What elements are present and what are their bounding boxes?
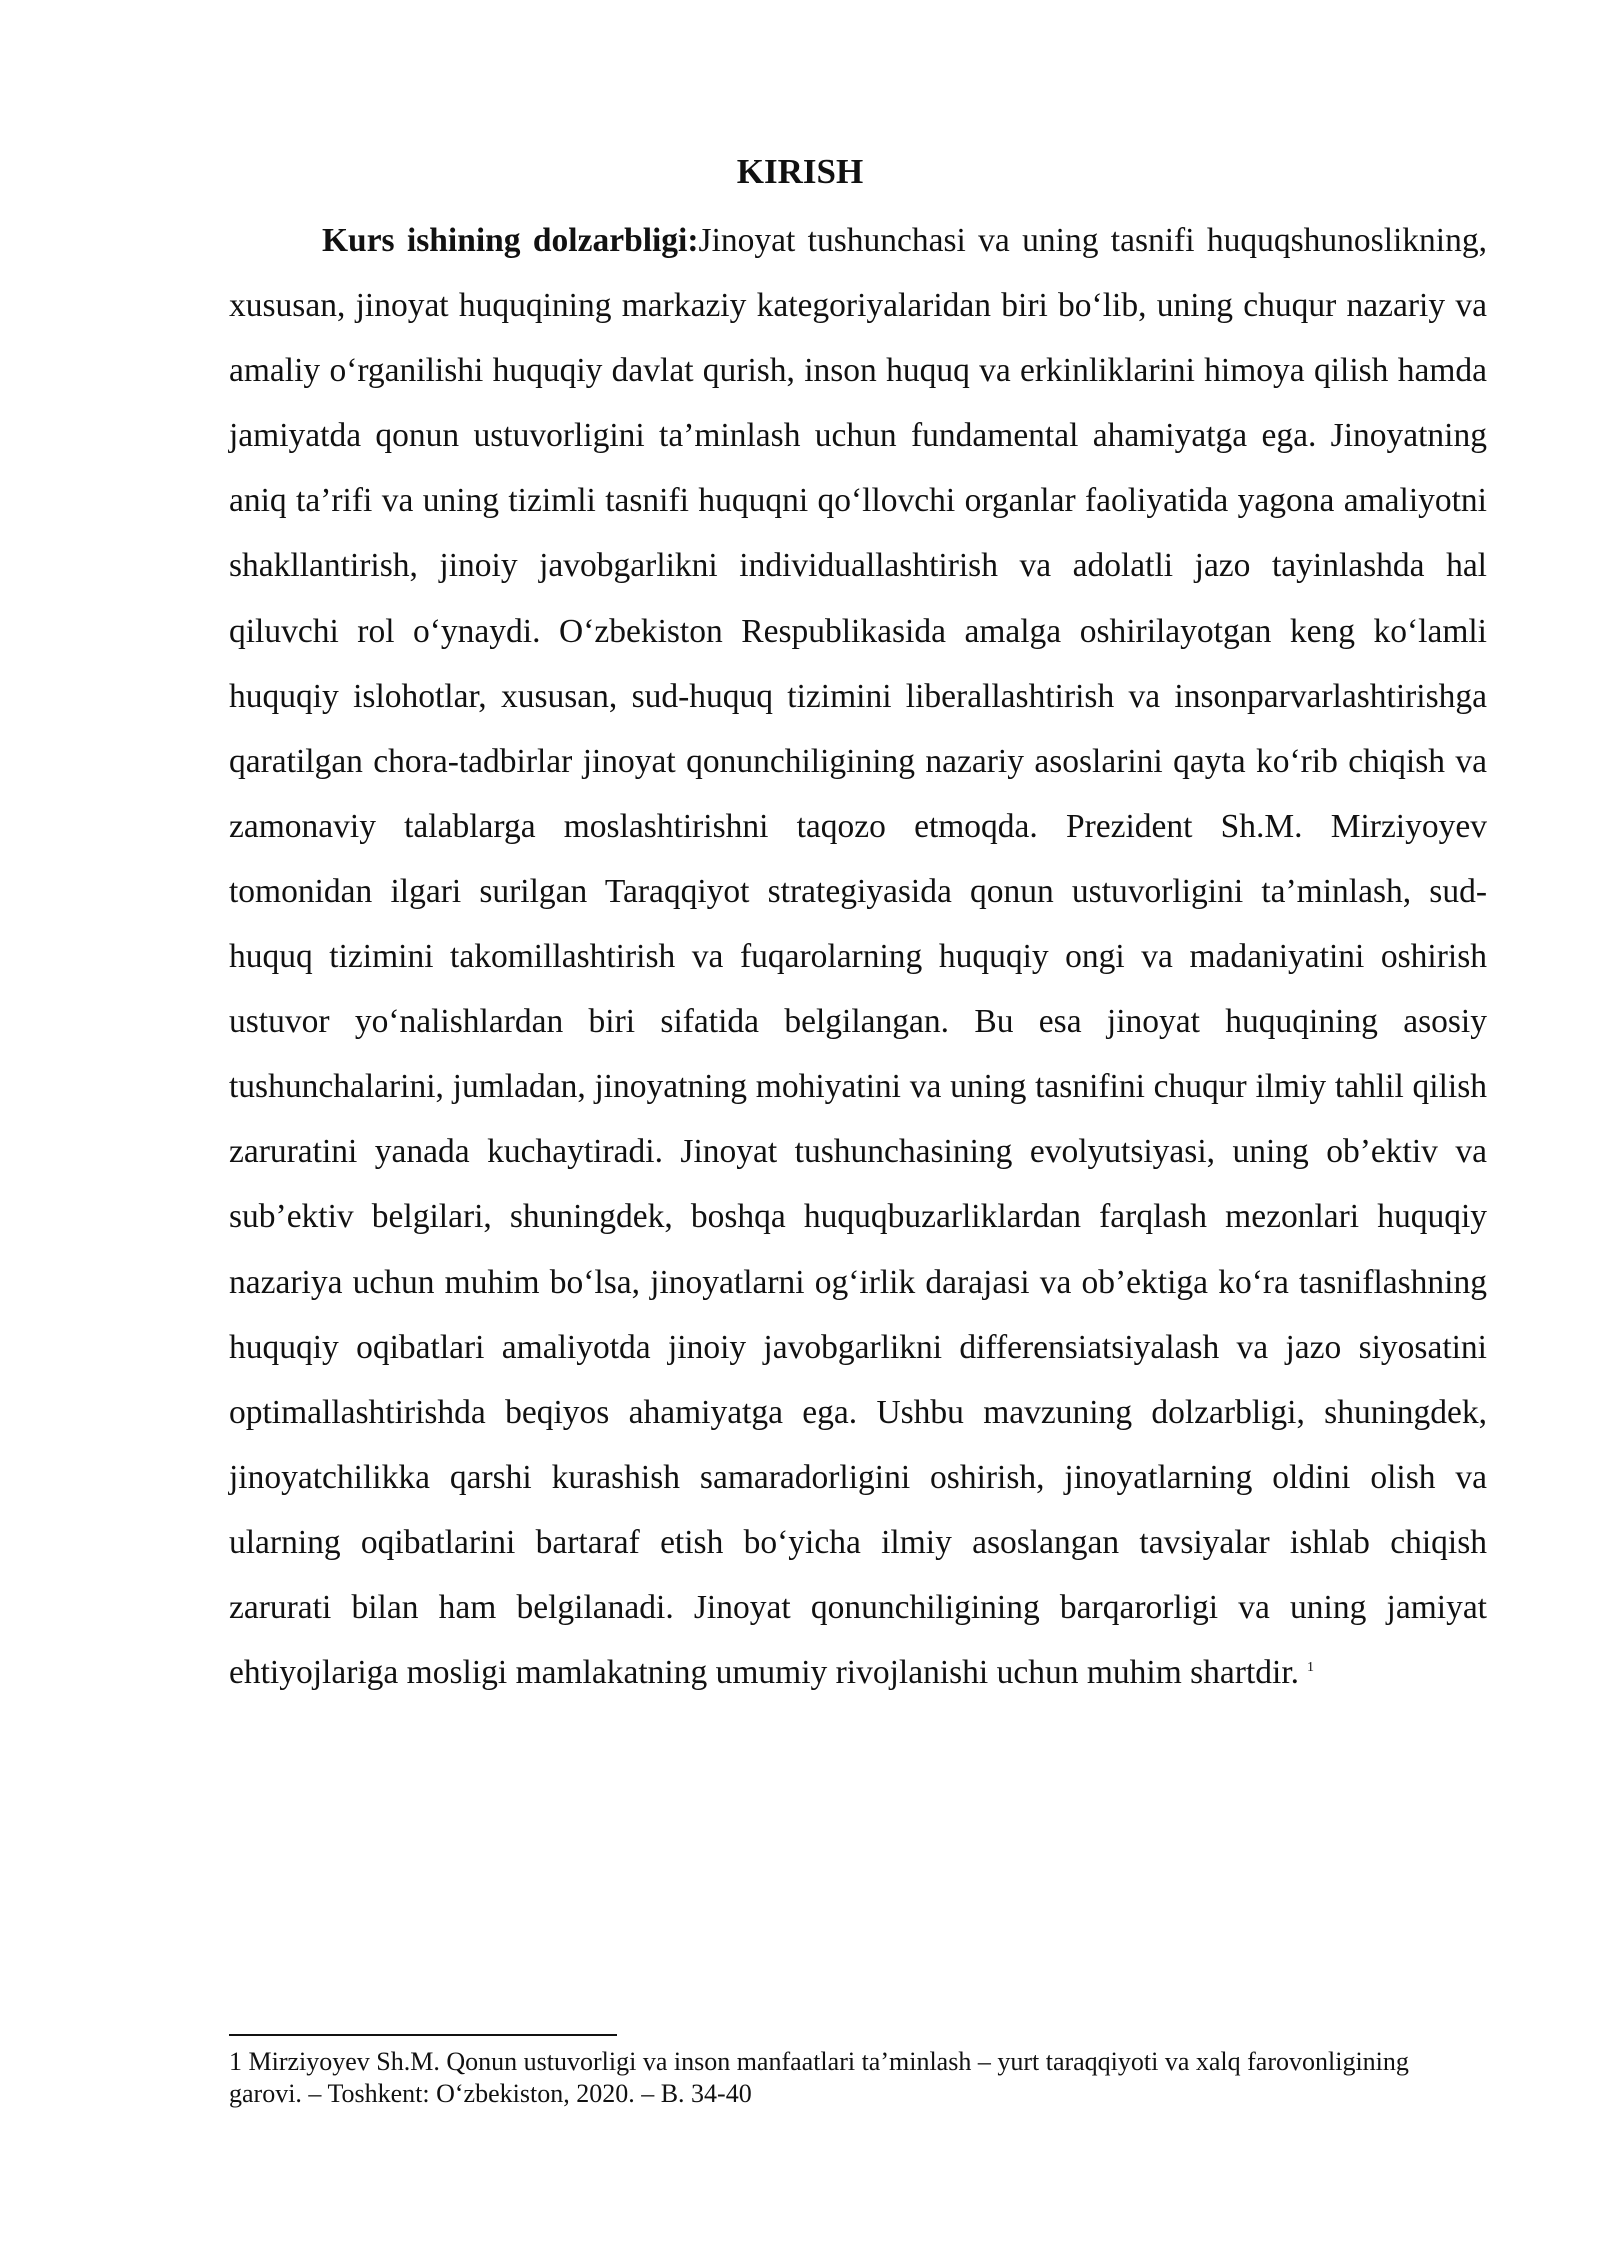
footnote-text: 1 Mirziyoyev Sh.M. Qonun ustuvorligi va inson manfaatlari ta’minlash – yurt taraqqiyoti va xalq farovonligining garovi. – Toshkent: O‘zbekiston, 2020. – B. 34-40 <box>229 2047 1409 2108</box>
footnote-reference: 1 <box>1307 1659 1315 1675</box>
intro-paragraph <box>229 208 1487 1705</box>
page-title: KIRISH <box>736 152 864 191</box>
paragraph-body: Jinoyat tushunchasi va uning tasnifi huquqshunoslikning, xususan, jinoyat huquqining markaziy kategoriyalaridan biri bo‘lib, uning chuqur nazariy va amaliy o‘rganilishi huquqiy davlat qurish, inson huquq va erkinliklarini himoya qilish hamda jamiyatda qonun ustuvorligini ta’minlash uchun fundamental ahamiyatga ega. Jinoyatning aniq ta’rifi va uning tizimli tasnifi huquqni qo‘llovchi organlar faoliyatida yagona amaliyotni shakllantirish, jinoiy javobgarlikni individuallashtirish va adolatli jazo tayinlashda hal qiluvchi rol o‘ynaydi. O‘zbekiston Respublikasida amalga oshirilayotgan keng ko‘lamli huquqiy islohotlar, xususan, sud-huquq tizimini liberallashtirish va insonparvarlashtirishga qaratilgan chora-tadbirlar jinoyat qonunchiligining nazariy asoslarini qayta ko‘rib chiqish va zamonaviy talablarga moslashtirishni taqozo etmoqda. Prezident Sh.M. Mirziyoyev tomonidan ilgari surilgan Taraqqiyot strategiyasida qonun ustuvorligini ta’minlash, sud-huquq tizimini takomillashtirish va fuqarolarning huquqiy ongi va madaniyatini oshirish ustuvor yo‘nalishlardan biri sifatida belgilangan. Bu esa jinoyat huquqining asosiy tushunchalarini, jumladan, jinoyatning mohiyatini va uning tasnifini chuqur ilmiy tahlil qilish zaruratini yanada kuchaytiradi. Jinoyat tushunchasining evolyutsiyasi, uning ob’ektiv va sub’ektiv belgilari, shuningdek, boshqa huquqbuzarliklardan farqlash mezonlari huquqiy nazariya uchun muhim bo‘lsa, jinoyatlarni og‘irlik darajasi va ob’ektiga ko‘ra tasniflashning huquqiy oqibatlari amaliyotda jinoiy javobgarlikni differensiatsiyalash va jazo siyosatini optimallashtirishda beqiyos ahamiyatga ega. Ushbu mavzuning dolzarbligi, shuningdek, jinoyatchilikka qarshi kurashish samaradorligini oshirish, jinoyatlarning oldini olish va ularning oqibatlarini bartaraf etish bo‘yicha ilmiy asoslangan tavsiyalar ishlab chiqish zarurati bilan ham belgilanadi. Jinoyat qonunchiligining barqarorligi va uning jamiyat ehtiyojlariga mosligi mamlakatning umumiy rivojlanishi uchun muhim shartdir. <box>229 222 1487 1692</box>
section-lead: Kurs ishining dolzarbligi: <box>322 222 699 259</box>
footnote-separator <box>229 2034 617 2036</box>
